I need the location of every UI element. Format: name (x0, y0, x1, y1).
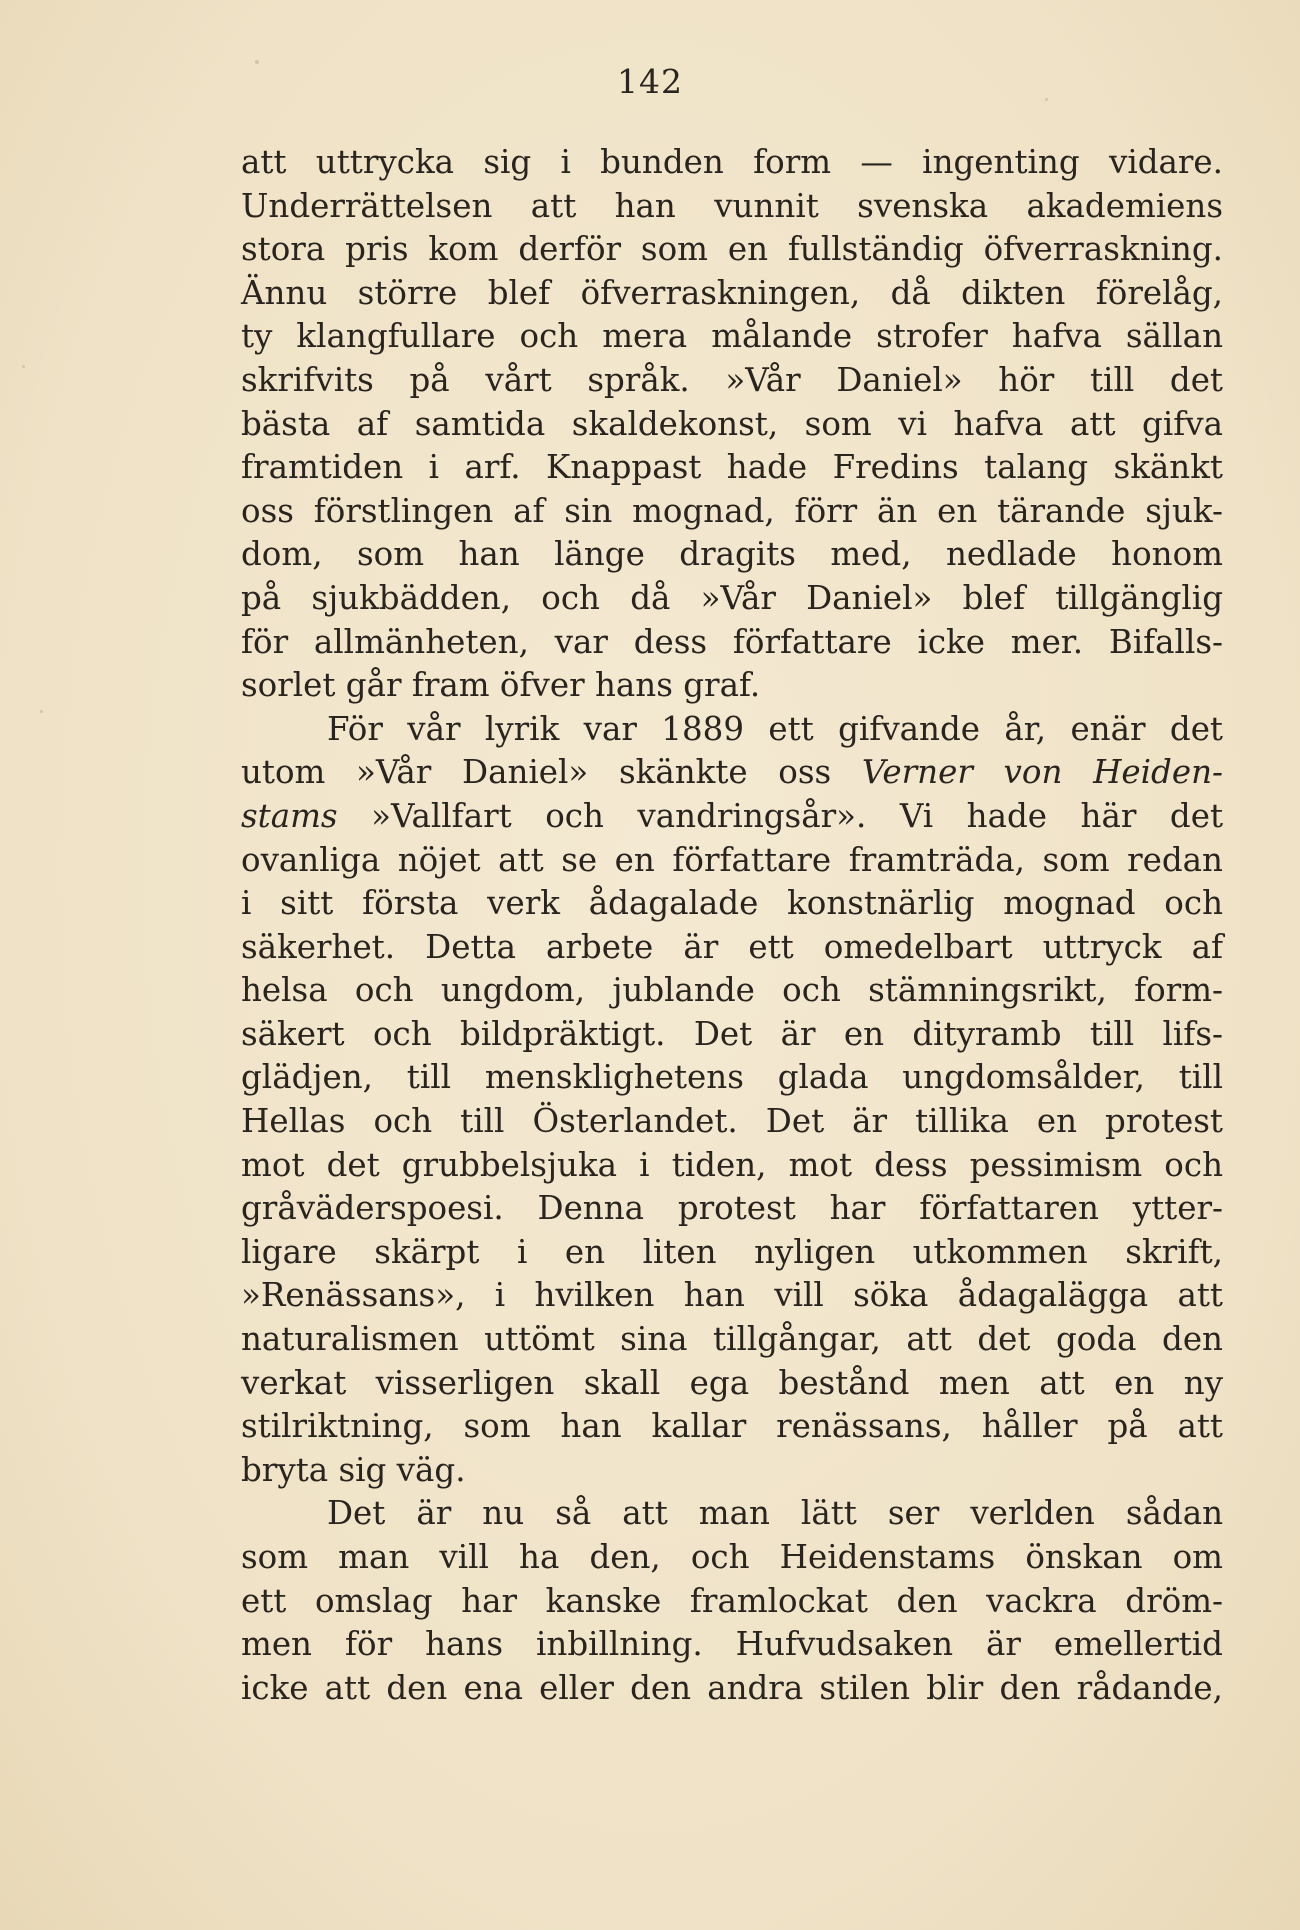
text-line: att uttrycka sig i bunden form — ingenting vidare. (241, 143, 1223, 181)
paragraph-end-line: sorlet går fram öfver hans graf. (241, 666, 761, 705)
paragraph-end-line: bryta sig väg. (241, 1450, 466, 1489)
text-line: ty klangfullare och mera målande strofer hafva sällan (241, 317, 1223, 356)
text-line: mot det grubbelsjuka i tiden, mot dess pessimism och (241, 1145, 1223, 1184)
text-line: i sitt första verk ådagalade konstnärlig mognad och (241, 884, 1223, 923)
text-line: Underrättelsen att han vunnit svenska akademiens (241, 186, 1223, 225)
paragraph-start-line: För vår lyrik var 1889 ett gifvande år, enär det (327, 709, 1223, 748)
body-text (241, 141, 1223, 1710)
text-line: ovanliga nöjet att se en författare framträda, som redan (241, 840, 1223, 879)
text-line: ligare skärpt i en liten nyligen utkommen skrift, (241, 1232, 1223, 1271)
text-line: stilriktning, som han kallar renässans, håller på att (241, 1407, 1223, 1446)
text-line: som man vill ha den, och Heidenstams önskan om (241, 1538, 1223, 1576)
text-line: stora pris kom derför som en fullständig öfverraskning. (241, 230, 1223, 269)
text-line: skrifvits på vårt språk. »Vår Daniel» hör till det (241, 360, 1223, 399)
text-line: på sjukbädden, och då »Vår Daniel» blef tillgänglig (241, 578, 1223, 617)
text-line: oss förstlingen af sin mognad, förr än en tärande sjuk- (241, 491, 1223, 530)
text-line: dom, som han länge dragits med, nedlade honom (241, 535, 1223, 574)
text-line: naturalismen uttömt sina tillgångar, att det goda den (241, 1320, 1223, 1359)
text-line: helsa och ungdom, jublande och stämningsrikt, form- (241, 971, 1223, 1010)
text-line: »Renässans», i hvilken han vill söka ådagalägga att (241, 1276, 1223, 1315)
text-line: gråväderspoesi. Denna protest har författaren ytter- (241, 1189, 1223, 1228)
paper-speck (22, 365, 25, 368)
text-segment: utom »Vår Daniel» skänkte oss (241, 753, 862, 792)
italic-author-name: stams (241, 796, 338, 835)
text-line: ett omslag har kanske framlockat den vackra dröm- (241, 1581, 1223, 1620)
text-line: framtiden i arf. Knappast hade Fredins talang skänkt (241, 448, 1223, 487)
text-line: bästa af samtida skaldekonst, som vi hafva att gifva (241, 404, 1223, 443)
text-line: säkert och bildpräktigt. Det är en dityramb till lifs- (241, 1014, 1223, 1053)
text-segment: »Vallfart och vandringsår». Vi hade här det (337, 796, 1223, 835)
paper-speck (40, 710, 43, 713)
italic-author-name: Verner von Heiden- (861, 753, 1223, 792)
paragraph-start-line: Det är nu så att man lätt ser verlden sådan (327, 1494, 1223, 1533)
text-line: verkat visserligen skall ega bestånd men att en ny (241, 1363, 1223, 1402)
text-line: säkerhet. Detta arbete är ett omedelbart uttryck af (241, 927, 1223, 966)
text-line-with-italic (241, 795, 1223, 839)
text-line-with-italic (241, 751, 1223, 795)
text-line: Hellas och till Österlandet. Det är tillika en protest (241, 1102, 1223, 1141)
text-line: för allmänheten, var dess författare icke mer. Bifalls- (241, 622, 1223, 661)
text-line: Ännu större blef öfverraskningen, då dikten förelåg, (241, 273, 1223, 312)
text-line: men för hans inbillning. Hufvudsaken är emellertid (241, 1625, 1223, 1664)
text-line: glädjen, till mensklighetens glada ungdomsålder, till (241, 1058, 1223, 1097)
text-line: icke att den ena eller den andra stilen blir den rådande, (241, 1668, 1223, 1707)
page-number: 142 (617, 62, 683, 101)
